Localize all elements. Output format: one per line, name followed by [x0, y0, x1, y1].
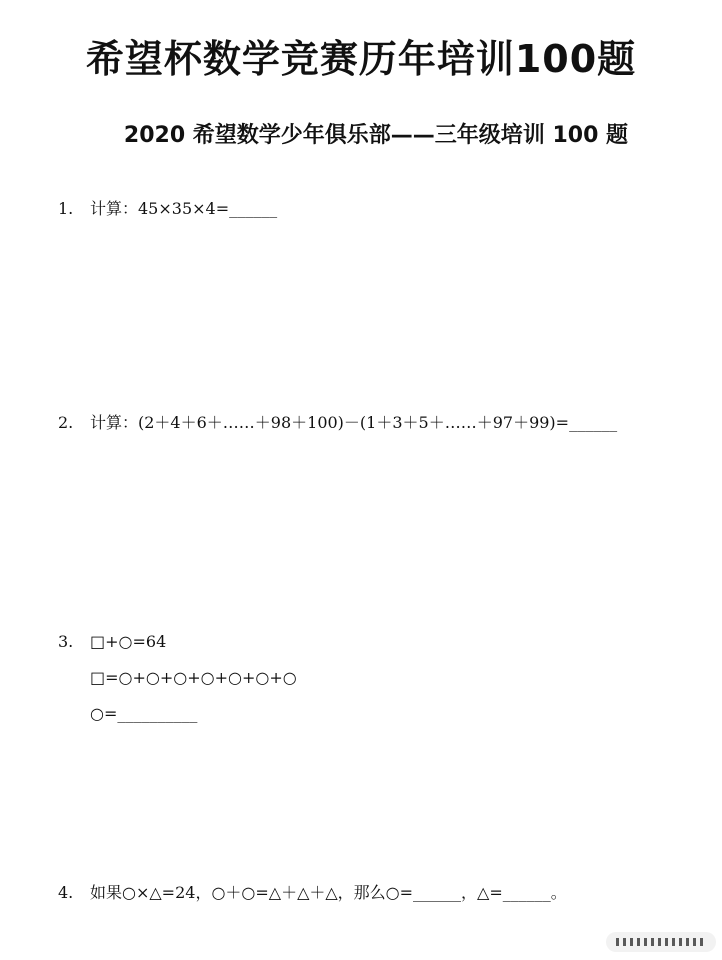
watermark-badge — [606, 932, 716, 952]
question-2 — [58, 410, 617, 433]
question-4 — [58, 880, 567, 903]
question-3-line-2: □=○+○+○+○+○+○+○ — [90, 668, 297, 687]
question-number: 4. — [58, 883, 74, 902]
question-3 — [58, 632, 166, 651]
document-subtitle: 2020 希望数学少年俱乐部——三年级培训 100 题 — [123, 123, 629, 148]
question-text: 如果○×△=24，○＋○=△＋△＋△，那么○=______，△=______。 — [90, 883, 567, 902]
question-1 — [58, 196, 277, 219]
question-text: 计算：45×35×4=______ — [90, 199, 278, 218]
question-number: 3. — [58, 632, 74, 651]
document-title: 希望杯数学竞赛历年培训100题 — [85, 37, 637, 81]
question-number: 2. — [58, 413, 74, 432]
question-text: 计算：(2＋4＋6＋……＋98＋100)－(1＋3＋5＋……＋97＋99)=______ — [90, 413, 618, 432]
question-text: □+○=64 — [90, 632, 167, 651]
question-number: 1. — [58, 199, 74, 218]
question-3-answer-line: ○=__________ — [90, 704, 198, 723]
